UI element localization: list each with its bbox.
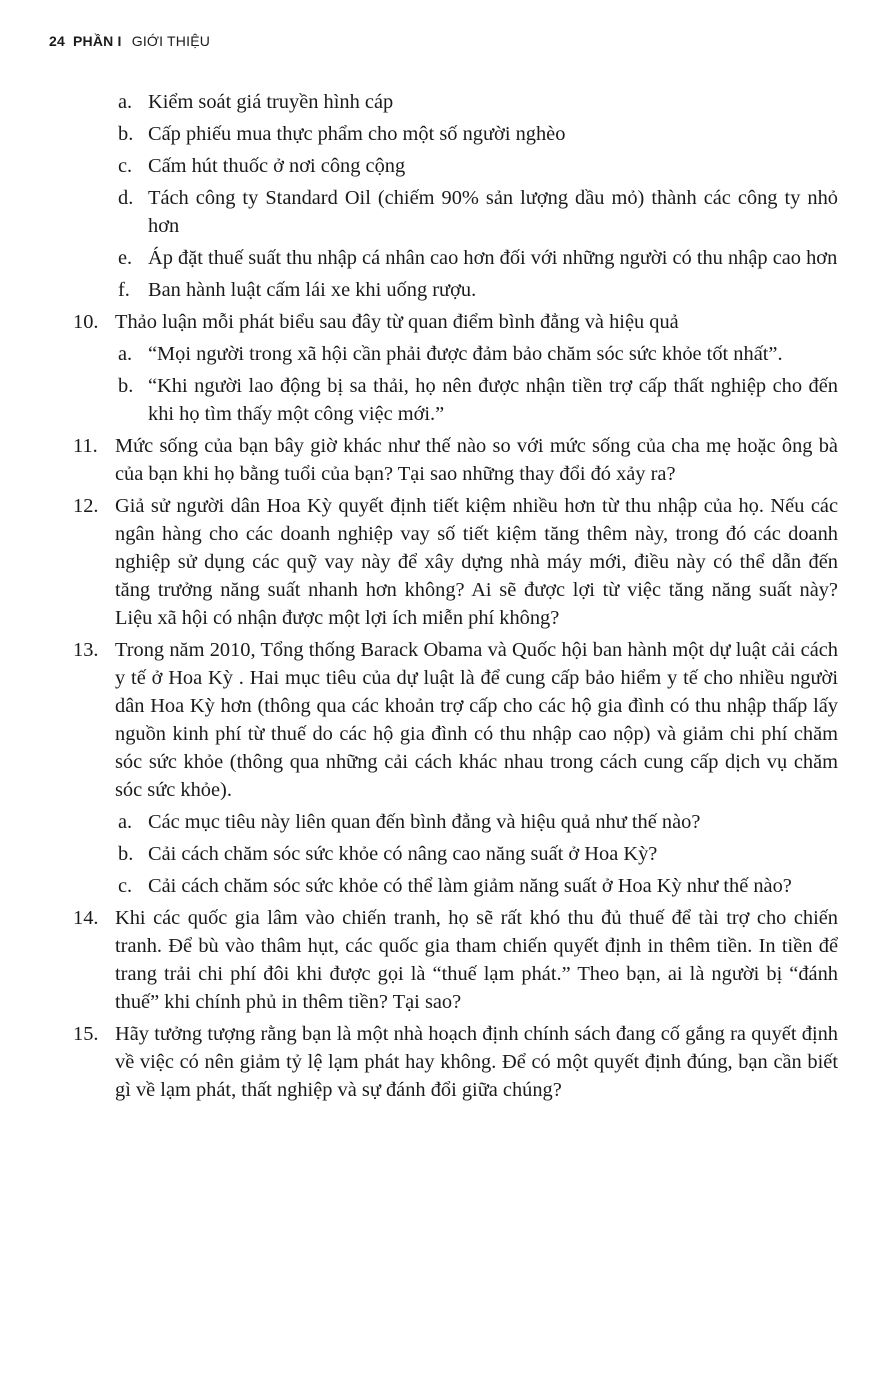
question-item <box>73 1020 838 1104</box>
section-title: GIỚI THIỆU <box>131 33 211 49</box>
item-text: Cấm hút thuốc ở nơi công cộng <box>148 155 406 177</box>
question-text: Giả sử người dân Hoa Kỳ quyết định tiết kiệm nhiều hơn từ thu nhập của họ. Nếu các ngân hàng cho các doanh nghiệp vay số tiết kiệm tăng thêm này, trong đó các doanh nghiệp sử dụng các quỹ vay này để xây dựng nhà máy mới, điều này có thể dẫn đến tăng trưởng năng suất nhanh hơn không? Ai sẽ được lợi từ việc tăng năng suất này? Liệu xã hội có nhận được một lợi ích miễn phí không? <box>115 495 838 629</box>
item-text: Áp đặt thuế suất thu nhập cá nhân cao hơn đối với những người có thu nhập cao hơn <box>148 247 838 269</box>
question-item <box>73 636 838 804</box>
questions-list <box>73 88 838 1108</box>
sub-item <box>73 88 838 116</box>
item-label: c. <box>118 875 133 897</box>
question-item <box>73 308 838 336</box>
item-text: Kiểm soát giá truyền hình cáp <box>148 91 394 113</box>
item-label: a. <box>118 343 133 365</box>
item-label: d. <box>118 187 134 209</box>
sub-item <box>73 120 838 148</box>
item-text: Tách công ty Standard Oil (chiếm 90% sản lượng dầu mỏ) thành các công ty nhỏ hơn <box>148 187 838 237</box>
item-label: a. <box>118 811 133 833</box>
item-label: a. <box>118 91 133 113</box>
item-text: Cải cách chăm sóc sức khỏe có nâng cao năng suất ở Hoa Kỳ? <box>148 843 658 865</box>
item-text: Cấp phiếu mua thực phẩm cho một số người nghèo <box>148 123 566 145</box>
question-text: Hãy tưởng tượng rằng bạn là một nhà hoạch định chính sách đang cố gắng ra quyết định về việc có nên giảm tỷ lệ lạm phát hay không. Để có một quyết định đúng, bạn cần biết gì về lạm phát, thất nghiệp và sự đánh đổi giữa chúng? <box>115 1023 838 1101</box>
question-text: Mức sống của bạn bây giờ khác như thế nào so với mức sống của cha mẹ hoặc ông bà của bạn khi họ bằng tuổi của bạn? Tại sao những thay đổi đó xảy ra? <box>115 435 838 485</box>
question-text: Trong năm 2010, Tổng thống Barack Obama và Quốc hội ban hành một dự luật cải cách y tế ở Hoa Kỳ . Hai mục tiêu của dự luật là để cung cấp bảo hiểm y tế cho nhiều người dân Hoa Kỳ hơn (thông qua các khoản trợ cấp cho các hộ gia đình có thu nhập thấp lấy nguồn kinh phí từ thuế do các hộ gia đình có thu nhập cao nộp) và giảm chi phí chăm sóc sức khỏe (thông qua những cải cách khác nhau trong cách cung cấp dịch vụ chăm sóc sức khỏe). <box>115 639 838 801</box>
sub-item <box>73 840 838 868</box>
item-label: f. <box>118 279 130 301</box>
page-number: 24 <box>49 33 65 49</box>
sub-item <box>73 244 838 272</box>
question-number: 12. <box>73 495 99 517</box>
sub-item <box>73 372 838 428</box>
header-divider <box>125 33 129 49</box>
item-label: b. <box>118 843 134 865</box>
item-text: Các mục tiêu này liên quan đến bình đẳng và hiệu quả như thế nào? <box>148 811 701 833</box>
sub-item <box>73 872 838 900</box>
question-item <box>73 432 838 488</box>
item-label: b. <box>118 123 134 145</box>
question-text: Thảo luận mỗi phát biểu sau đây từ quan điểm bình đẳng và hiệu quả <box>115 311 679 333</box>
part-label: PHẦN I <box>72 33 122 49</box>
item-text: “Khi người lao động bị sa thải, họ nên được nhận tiền trợ cấp thất nghiệp cho đến khi họ tìm thấy một công việc mới.” <box>148 375 838 425</box>
question-number: 14. <box>73 907 99 929</box>
sub-item <box>73 184 838 240</box>
question-number: 11. <box>73 435 98 457</box>
item-text: Ban hành luật cấm lái xe khi uống rượu. <box>148 279 477 301</box>
question-item <box>73 492 838 632</box>
question-text: Khi các quốc gia lâm vào chiến tranh, họ sẽ rất khó thu đủ thuế để tài trợ cho chiến tranh. Để bù vào thâm hụt, các quốc gia tham chiến quyết định in thêm tiền. In tiền để trang trải chi phí đôi khi được gọi là “thuế lạm phát.” Theo bạn, ai là người bị “đánh thuế” khi chính phủ in thêm tiền? Tại sao? <box>115 907 838 1013</box>
item-label: b. <box>118 375 134 397</box>
question-item <box>73 904 838 1016</box>
sub-item <box>73 340 838 368</box>
item-text: Cải cách chăm sóc sức khỏe có thể làm giảm năng suất ở Hoa Kỳ như thế nào? <box>148 875 792 897</box>
question-number: 13. <box>73 639 99 661</box>
sub-item <box>73 276 838 304</box>
item-label: e. <box>118 247 133 269</box>
item-text: “Mọi người trong xã hội cần phải được đảm bảo chăm sóc sức khỏe tốt nhất”. <box>148 343 783 365</box>
running-header <box>49 33 210 49</box>
question-number: 15. <box>73 1023 99 1045</box>
sub-item <box>73 808 838 836</box>
sub-item <box>73 152 838 180</box>
item-label: c. <box>118 155 133 177</box>
question-number: 10. <box>73 311 99 333</box>
